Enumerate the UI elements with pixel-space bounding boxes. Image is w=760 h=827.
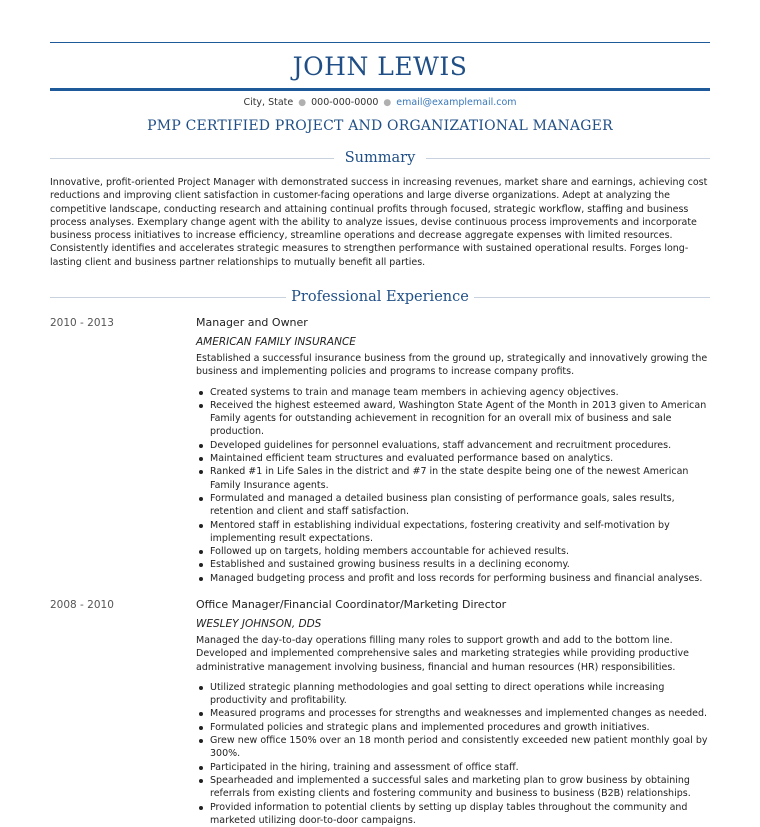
list-item: Utilized strategic planning methodologies and goal setting to direct operations while increasing productivity and profitability. bbox=[210, 681, 710, 708]
list-item: Maintained efficient team structures and evaluated performance based on analytics. bbox=[210, 452, 710, 465]
experience-section-heading bbox=[50, 287, 710, 307]
list-item: Ranked #1 in Life Sales in the district and #7 in the state despite being one of the newest American Family Insurance agents. bbox=[210, 465, 710, 492]
section-title: Summary bbox=[344, 150, 416, 166]
company-name: AMERICAN FAMILY INSURANCE bbox=[196, 336, 356, 348]
list-item: Spearheaded and implemented a successful sales and marketing plan to grow business by obtaining referrals from existing clients and fostering community and business to business (B2B) relationships. bbox=[210, 774, 710, 801]
job-description: Established a successful insurance business from the ground up, strategically and innovatively growing the business and implementing policies and programs to increase company profits. bbox=[196, 353, 708, 378]
list-item: Developed guidelines for personnel evaluations, staff advancement and recruitment procedures. bbox=[210, 439, 710, 452]
job-details bbox=[196, 316, 710, 585]
section-title: Professional Experience bbox=[291, 289, 469, 305]
list-item: Managed budgeting process and profit and loss records for performing business and financial analyses. bbox=[210, 572, 710, 585]
list-item: Measured programs and processes for strengths and weaknesses and implemented changes as needed. bbox=[210, 707, 710, 720]
phone: 000-000-0000 bbox=[311, 97, 379, 108]
list-item: Participated in the hiring, training and assessment of office staff. bbox=[210, 761, 710, 774]
list-item: Formulated and managed a detailed business plan consisting of performance goals, sales results, retention and client and staff satisfaction. bbox=[210, 492, 710, 519]
list-item: Grew new office 150% over an 18 month period and consistently exceeded new patient monthly goal by 300%. bbox=[210, 734, 710, 761]
bullet-separator-icon: ● bbox=[298, 98, 307, 108]
list-item: Followed up on targets, holding members accountable for achieved results. bbox=[210, 545, 710, 558]
job-title: Office Manager/Financial Coordinator/Marketing Director bbox=[196, 598, 507, 611]
city-state: City, State bbox=[243, 97, 294, 108]
job-dates: 2008 - 2010 bbox=[50, 599, 114, 611]
achievement-list bbox=[196, 681, 710, 827]
divider bbox=[426, 158, 710, 159]
contact-line bbox=[50, 96, 710, 110]
list-item: Established and sustained growing business results in a declining economy. bbox=[210, 558, 710, 571]
list-item: Formulated policies and strategic plans and implemented procedures and growth initiatives. bbox=[210, 721, 710, 734]
job-title: Manager and Owner bbox=[196, 316, 308, 329]
professional-headline: PMP CERTIFIED PROJECT AND ORGANIZATIONAL MANAGER bbox=[147, 118, 613, 134]
divider bbox=[474, 297, 710, 298]
list-item: Mentored staff in establishing individual expectations, fostering creativity and self-motivation by implementing result expectations. bbox=[210, 519, 710, 546]
company-name: WESLEY JOHNSON, DDS bbox=[196, 618, 322, 630]
header-top-rule bbox=[50, 42, 710, 43]
achievement-list bbox=[196, 386, 710, 585]
summary-section-heading bbox=[50, 148, 710, 168]
job-description: Managed the day-to-day operations filling many roles to support growth and add to the bottom line. Developed and implemented comprehensive sales and marketing strategies while providing productive administrative management involving business, financial and human resources (HR) responsibilities. bbox=[196, 635, 689, 673]
bullet-separator-icon: ● bbox=[383, 98, 392, 108]
list-item: Received the highest esteemed award, Washington State Agent of the Month in 2013 given to American Family agents for outstanding achievement in recognition for an overall mix of business and sale production. bbox=[210, 399, 710, 439]
candidate-name: JOHN LEWIS bbox=[292, 52, 468, 81]
list-item: Provided information to potential clients by setting up display tables throughout the community and marketed utilizing door-to-door campaigns. bbox=[210, 801, 710, 827]
job-details bbox=[196, 598, 710, 827]
list-item: Created systems to train and manage team members in achieving agency objectives. bbox=[210, 386, 710, 399]
job-dates: 2010 - 2013 bbox=[50, 317, 114, 329]
email-link[interactable]: email@examplemail.com bbox=[396, 97, 517, 108]
summary-text: Innovative, profit-oriented Project Manager with demonstrated success in increasing revenues, market share and earnings, achieving cost reductions and improving client satisfaction in customer-facing operations and large diverse organizations. Adept at analyzing the competitive landscape, conducting research and attaining continual profits through focused, strategic workflow, staffing and business process analyses. Exemplary change agent with the ability to analyze issues, devise continuous process improvements and incorporate business process initiatives to increase efficiency, streamline operations and decrease aggregate expenses with limited resources. Consistently identifies and accelerates strategic measures to strengthen performance with sustained operational results. Forges long-lasting client and business partner relationships to mutually benefit all parties. bbox=[50, 177, 708, 268]
header-bottom-rule bbox=[50, 88, 710, 91]
